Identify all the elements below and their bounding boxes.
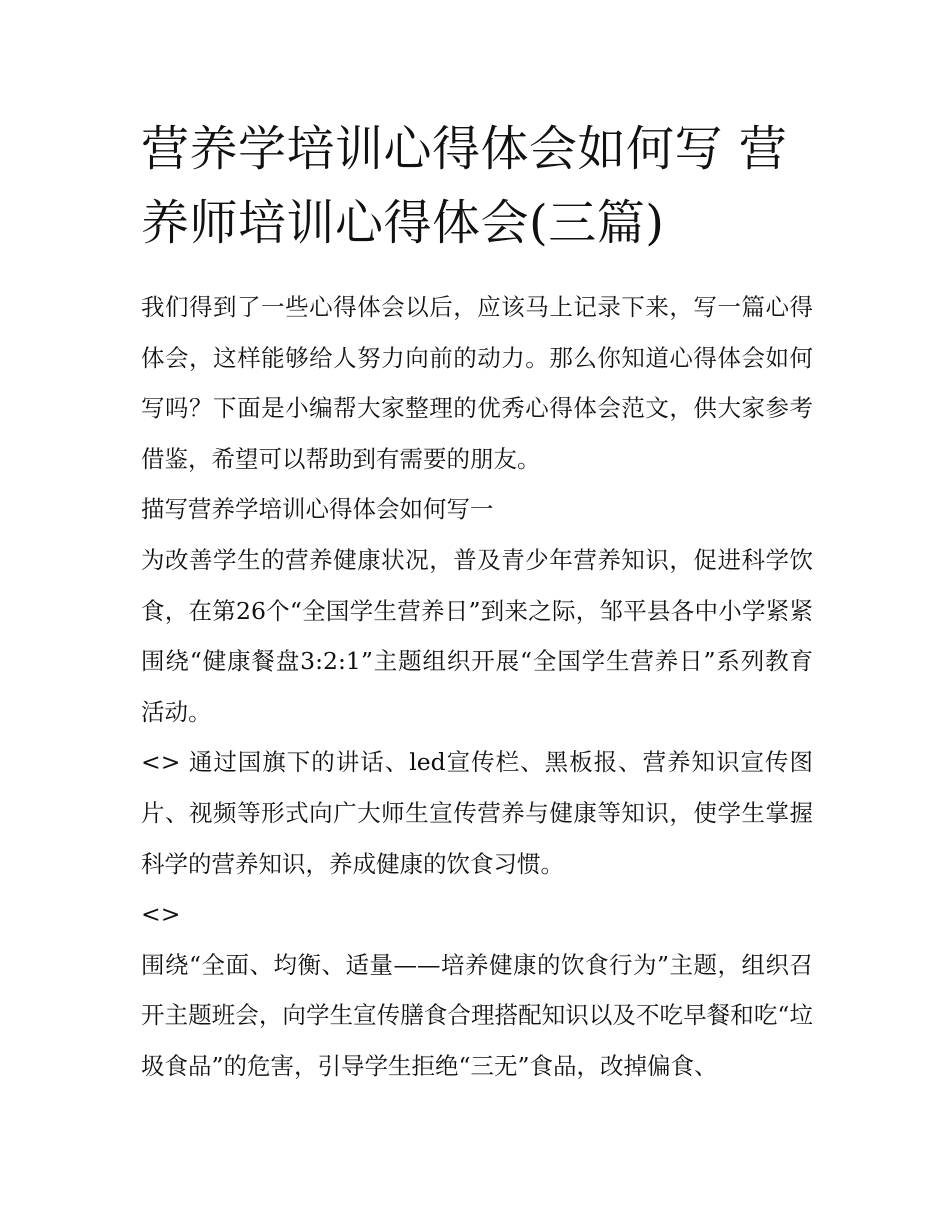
body-paragraph: <>: [141, 900, 181, 929]
document-title: 营养学培训心得体会如何写 营养师培训心得体会(三篇): [141, 121, 788, 251]
body-paragraph: 围绕“全面、均衡、适量——培养健康的饮食行为”主题，组织召开主题班会，向学生宣传膳食合理搭配知识以及不吃早餐和吃“垃圾食品”的危害，引导学生拒绝“三无”食品，改掉偏食、: [141, 950, 813, 1080]
intro-paragraph: 我们得到了一些心得体会以后，应该马上记录下来，写一篇心得体会，这样能够给人努力向前的动力。那么你知道心得体会如何写吗？下面是小编帮大家整理的优秀心得体会范文，供大家参考借鉴，希望可以帮助到有需要的朋友。: [141, 293, 813, 473]
title-spacer: [141, 260, 813, 282]
body-paragraph: 为改善学生的营养健康状况，普及青少年营养知识，促进科学饮食，在第26个“全国学生营养日”到来之际，邹平县各中小学紧紧围绕“健康餐盘3:2:1”主题组织开展“全国学生营养日”系列教育活动。: [141, 545, 813, 726]
section-heading: 描写营养学培训心得体会如何写一: [141, 495, 494, 524]
document-page: [141, 112, 813, 1092]
body-paragraph: <> 通过国旗下的讲话、led宣传栏、黑板报、营养知识宣传图片、视频等形式向广大师生宣传营养与健康等知识，使学生掌握科学的营养知识，养成健康的饮食习惯。: [141, 748, 813, 878]
